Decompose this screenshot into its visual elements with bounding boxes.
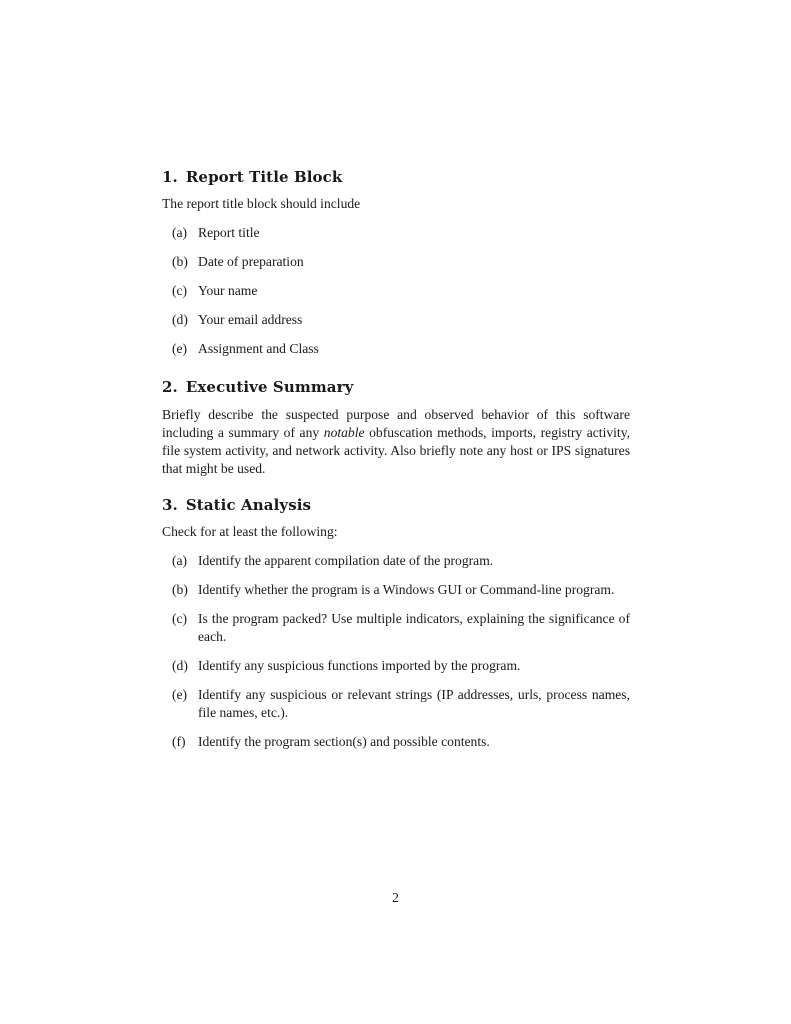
list-marker: (c) xyxy=(172,283,188,298)
list-item-text: Identify any suspicious or relevant strings (IP addresses, urls, process names, file names, etc.). xyxy=(198,687,630,720)
item-list xyxy=(162,552,630,751)
section-executive-summary xyxy=(162,377,630,478)
list-item-text: Your name xyxy=(198,283,258,298)
list-item xyxy=(162,733,630,751)
list-marker: (a) xyxy=(172,225,188,240)
list-item xyxy=(162,610,630,646)
list-marker: (f) xyxy=(172,734,186,749)
section-heading xyxy=(162,495,630,515)
item-list xyxy=(162,224,630,358)
list-item xyxy=(162,253,630,271)
section-report-title-block xyxy=(162,167,630,358)
section-title: Static Analysis xyxy=(185,496,312,514)
list-item-text: Date of preparation xyxy=(198,254,304,269)
document-page xyxy=(162,167,630,762)
list-item-text: Report title xyxy=(198,225,260,240)
list-item xyxy=(162,340,630,358)
list-item xyxy=(162,552,630,570)
list-item xyxy=(162,311,630,329)
section-number: 1. xyxy=(162,168,178,186)
section-intro: Check for at least the following: xyxy=(162,524,338,539)
section-number: 2. xyxy=(162,378,178,396)
list-item-text: Identify the program section(s) and possible contents. xyxy=(198,734,490,749)
section-title: Executive Summary xyxy=(185,378,354,396)
list-marker: (b) xyxy=(172,254,188,269)
section-title: Report Title Block xyxy=(185,168,343,186)
list-item-text: Identify any suspicious functions imported by the program. xyxy=(198,658,521,673)
list-item xyxy=(162,282,630,300)
paragraph-text: Briefly describe the suspected purpose and observed behavior of this software including a summary of any xyxy=(162,407,630,440)
list-marker: (d) xyxy=(172,312,188,327)
section-number: 3. xyxy=(162,496,178,514)
section-paragraph xyxy=(162,406,630,478)
section-heading xyxy=(162,167,630,187)
page-number: 2 xyxy=(392,890,399,905)
list-item xyxy=(162,581,630,599)
list-item xyxy=(162,657,630,675)
list-item-text: Identify whether the program is a Windows GUI or Command-line program. xyxy=(198,582,615,597)
section-static-analysis xyxy=(162,495,630,751)
list-item xyxy=(162,686,630,722)
list-item-text: Identify the apparent compilation date of the program. xyxy=(198,553,494,568)
list-item xyxy=(162,224,630,242)
list-marker: (e) xyxy=(172,687,188,702)
list-marker: (d) xyxy=(172,658,188,673)
list-item-text: Is the program packed? Use multiple indicators, explaining the significance of each. xyxy=(198,611,630,644)
paragraph-text: obfuscation methods, imports, registry activity, file system activity, and network activity. Also briefly note any host or IPS signatures that might be used. xyxy=(162,425,631,476)
paragraph-emphasis: notable xyxy=(323,425,365,440)
list-marker: (c) xyxy=(172,611,188,626)
list-marker: (e) xyxy=(172,341,188,356)
list-marker: (a) xyxy=(172,553,188,568)
list-marker: (b) xyxy=(172,582,188,597)
list-item-text: Assignment and Class xyxy=(198,341,319,356)
section-intro: The report title block should include xyxy=(162,196,361,211)
section-heading xyxy=(162,377,630,397)
list-item-text: Your email address xyxy=(198,312,303,327)
